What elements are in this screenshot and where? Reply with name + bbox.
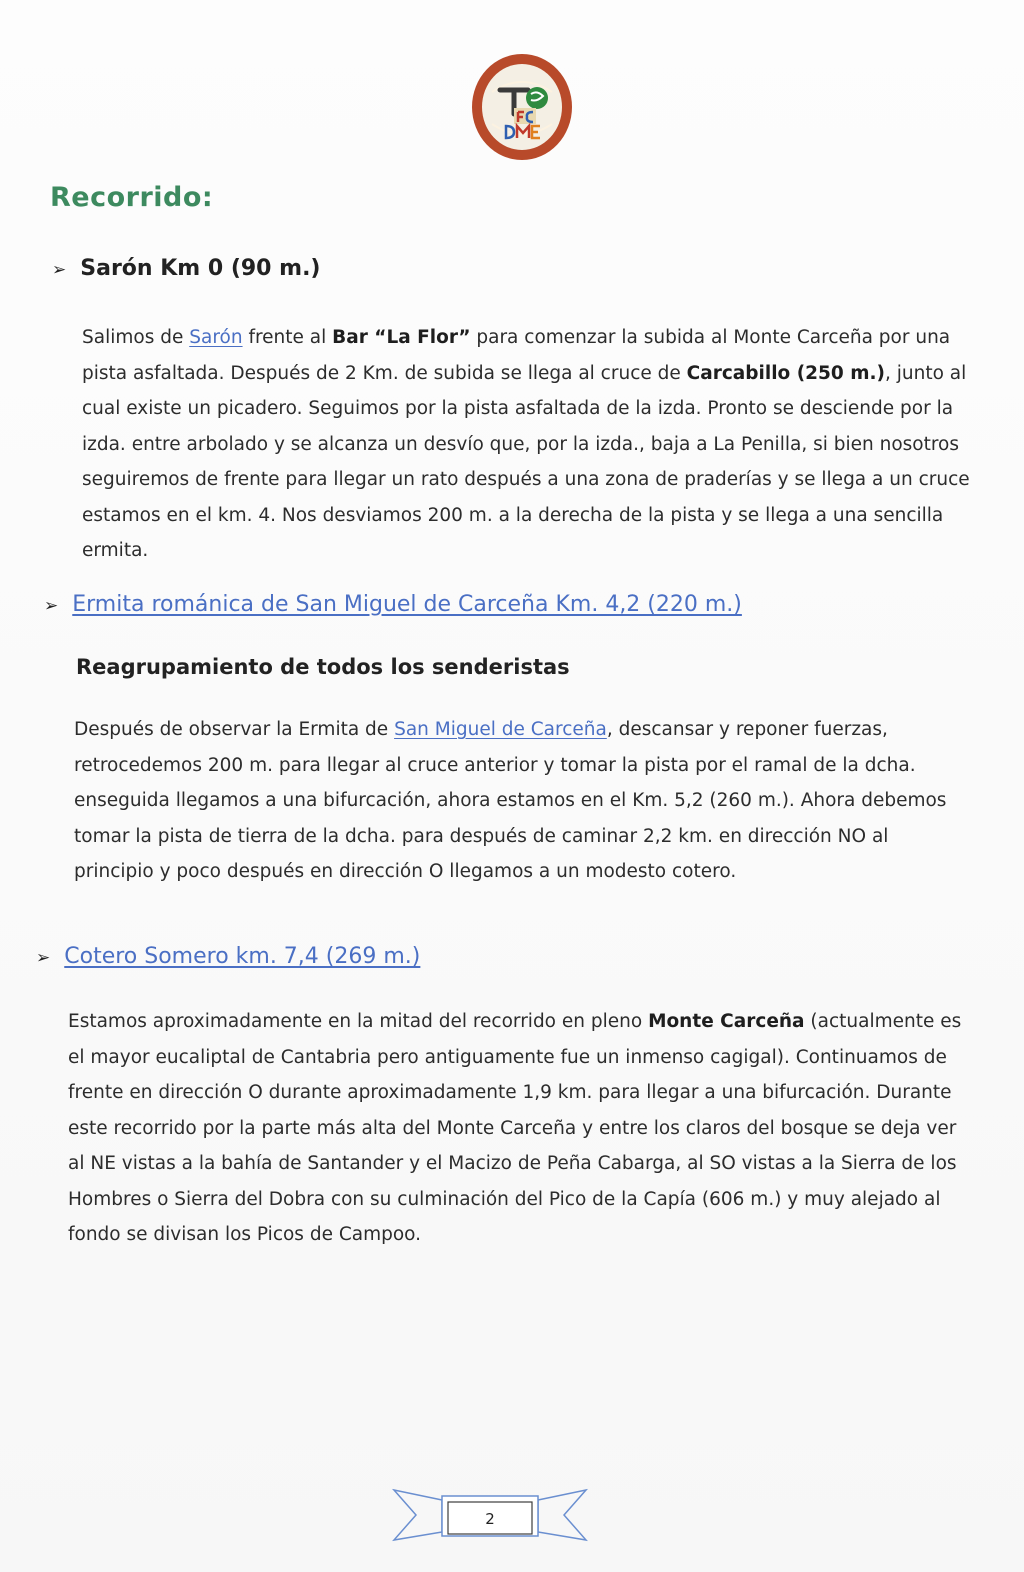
stage-3-heading-link[interactable]: Cotero Somero km. 7,4 (269 m.)	[64, 944, 421, 969]
footer-faint-line	[270, 1458, 730, 1472]
club-logo	[470, 52, 574, 162]
bar-la-flor: Bar “La Flor”	[332, 327, 471, 348]
stage-3-paragraph: Estamos aproximadamente en la mitad del recorrido en pleno Monte Carceña (actualmente es el mayor eucaliptal de Cantabria pero antiguamente fue un inmenso cagigal). Continuamos de frente en dirección O durante aproximadamente 1,9 km. para llegar a una bifurcación. Durante este recorrido por la parte más alta del Monte Carceña y entre los claros del bosque se deja ver al NE vistas a la bahía de Santander y el Macizo de Peña Cabarga, al SO vistas a la Sierra de los Hombres o Sierra del Dobra con su culminación del Pico de la Capía (606 m.) y muy alejado al fondo se divisan los Picos de Campoo.	[68, 1011, 962, 1245]
club-logo-icon	[470, 52, 574, 162]
stage-3-heading-row	[36, 944, 420, 969]
stage-2-heading-link[interactable]: Ermita románica de San Miguel de Carceña Km. 4,2 (220 m.)	[72, 592, 742, 617]
page-number-ribbon	[392, 1486, 588, 1544]
stage-1-heading: Sarón Km 0 (90 m.)	[80, 256, 321, 281]
stage-2-paragraph: Después de observar la Ermita de San Miguel de Carceña, descansar y reponer fuerzas, retrocedemos 200 m. para llegar al cruce anterior y tomar la pista por el ramal de la dcha. enseguida llegamos a una bifurcación, ahora estamos en el Km. 5,2 (260 m.). Ahora debemos tomar la pista de tierra de la dcha. para después de caminar 2,2 km. en dirección NO al principio y poco después en dirección O llegamos a un modesto cotero.	[74, 719, 947, 882]
stage-1-heading-row	[52, 256, 321, 281]
regroup-subheading: Reagrupamiento de todos los senderistas	[76, 655, 570, 679]
stage-1-paragraph: Salimos de Sarón frente al Bar “La Flor” para comenzar la subida al Monte Carceña por una pista asfaltada. Después de 2 Km. de subida se llega al cruce de Carcabillo (250 m.), junto al cual existe un picadero. Seguimos por la pista asfaltada de la izda. Pronto se desciende por la izda. entre arbolado y se alcanza un desvío que, por la izda., baja a La Penilla, si bien nosotros seguiremos de frente para llegar un rato después a una zona de praderías y se llega a un cruce estamos en el km. 4. Nos desviamos 200 m. a la derecha de la pista y se llega a una sencilla ermita.	[82, 327, 970, 561]
bullet-arrow-icon: ➢	[36, 948, 51, 968]
page-number: 2	[485, 1510, 495, 1528]
bullet-arrow-icon: ➢	[44, 596, 59, 616]
san-miguel-link[interactable]: San Miguel de Carceña	[394, 719, 607, 740]
stage-2-heading-row	[44, 592, 742, 617]
bullet-arrow-icon: ➢	[52, 260, 67, 280]
monte-carcena: Monte Carceña	[648, 1011, 805, 1032]
section-title: Recorrido:	[50, 182, 214, 213]
saron-link[interactable]: Sarón	[189, 327, 243, 348]
carcabillo-cross: Carcabillo (250 m.)	[686, 362, 885, 384]
